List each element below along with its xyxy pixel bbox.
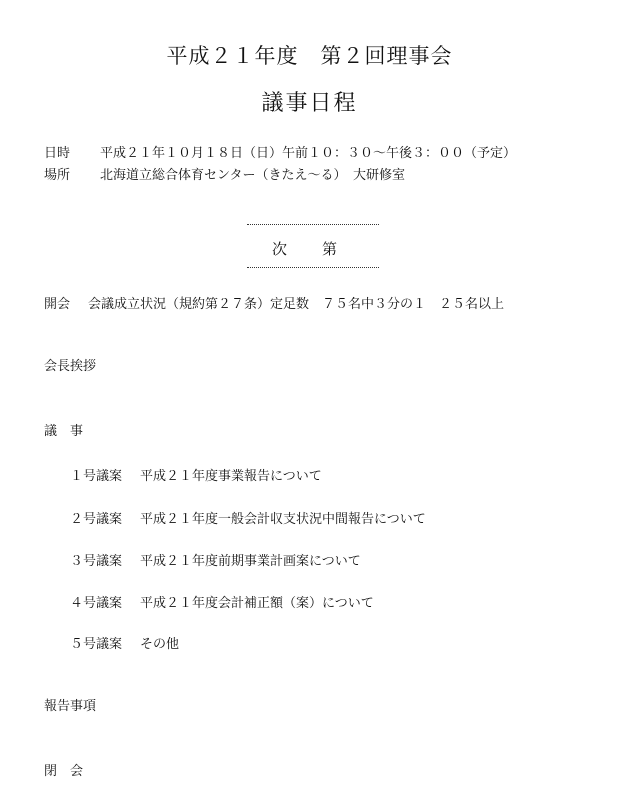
agenda-item-text: 平成２１年度会計補正額（案）について bbox=[140, 596, 374, 611]
agenda-item-text: その他 bbox=[140, 637, 180, 652]
agenda-item-text: 平成２１年度前期事業計画案について bbox=[140, 554, 361, 569]
section-rule-top bbox=[247, 224, 379, 225]
opening-row bbox=[44, 293, 504, 312]
place-label: 場所 bbox=[44, 168, 71, 183]
agenda-item-number: ２号議案 bbox=[70, 512, 123, 527]
datetime-label: 日時 bbox=[44, 146, 71, 161]
datetime-row bbox=[44, 142, 516, 161]
agenda-item-number: ４号議案 bbox=[70, 596, 123, 611]
section-rule-bottom bbox=[247, 267, 379, 268]
agenda-heading: 議 事 bbox=[44, 424, 84, 439]
agenda-item-number: ３号議案 bbox=[70, 554, 123, 569]
agenda-item bbox=[70, 592, 374, 611]
agenda-item bbox=[70, 465, 322, 484]
agenda-item-text: 平成２１年度一般会計収支状況中間報告について bbox=[140, 512, 426, 527]
place-row bbox=[44, 164, 405, 183]
agenda-item-text: 平成２１年度事業報告について bbox=[140, 469, 322, 484]
agenda-item bbox=[70, 550, 361, 569]
section-title: 次 第 bbox=[271, 240, 347, 258]
document-subtitle: 議事日程 bbox=[261, 91, 358, 116]
agenda-item bbox=[70, 633, 179, 652]
datetime-value: 平成２１年１０月１８日（日）午前１０：３０～午後３：００（予定） bbox=[100, 146, 517, 161]
place-value: 北海道立総合体育センター（きたえ～る） 大研修室 bbox=[100, 168, 405, 183]
report-heading: 報告事項 bbox=[44, 699, 97, 714]
greeting: 会長挨拶 bbox=[44, 359, 97, 374]
opening-label: 開会 bbox=[44, 297, 71, 312]
agenda-item bbox=[70, 508, 426, 527]
agenda-item-number: ５号議案 bbox=[70, 637, 123, 652]
opening-text: 会議成立状況（規約第２７条）定足数 ７５名中３分の１ ２５名以上 bbox=[88, 297, 505, 312]
closing-heading: 閉 会 bbox=[44, 764, 84, 779]
document-title: 平成２１年度 第２回理事会 bbox=[166, 44, 453, 68]
agenda-item-number: １号議案 bbox=[70, 469, 123, 484]
